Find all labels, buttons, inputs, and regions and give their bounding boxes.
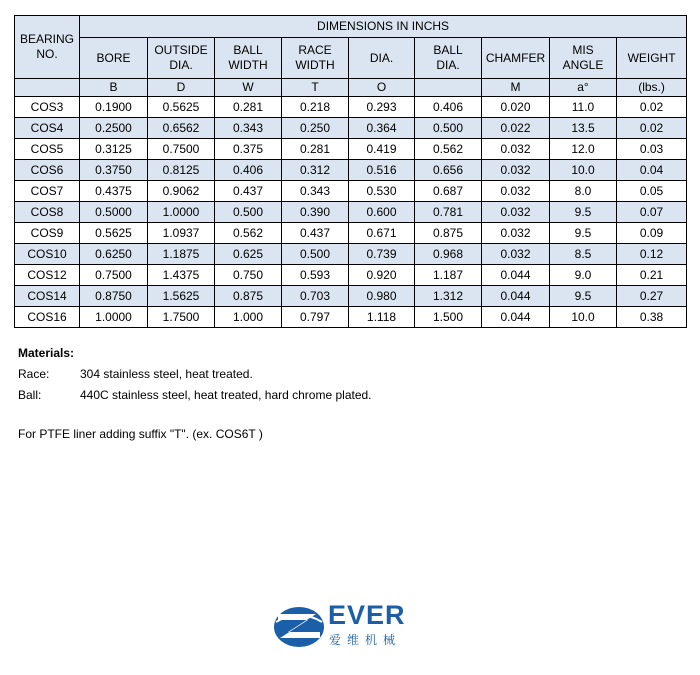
table-cell: 0.8125: [148, 160, 215, 181]
table-cell: 8.0: [550, 181, 617, 202]
table-cell: 1.0000: [148, 202, 215, 223]
table-cell: 0.281: [215, 97, 282, 118]
table-cell: 0.7500: [80, 265, 148, 286]
table-row: [15, 160, 687, 181]
column-header-label: MIS ANGLE: [562, 43, 604, 72]
table-cell: 0.250: [282, 118, 349, 139]
ptfe-note: For PTFE liner adding suffix "T". (ex. COS6T ): [18, 427, 263, 441]
table-cell: 0.437: [215, 181, 282, 202]
table-cell: 0.600: [349, 202, 415, 223]
table-cell: 0.593: [282, 265, 349, 286]
table-row: [15, 118, 687, 139]
table-cell: 11.0: [550, 97, 617, 118]
column-header: [617, 38, 687, 79]
table-cell: 0.2500: [80, 118, 148, 139]
table-row: [15, 286, 687, 307]
table-cell: 0.4375: [80, 181, 148, 202]
table-cell: 1.5625: [148, 286, 215, 307]
column-header: [215, 38, 282, 79]
table-cell: 9.5: [550, 202, 617, 223]
materials-ball-row: [18, 385, 372, 406]
bearing-number-cell: COS10: [15, 244, 80, 265]
table-cell: 0.500: [215, 202, 282, 223]
column-header-label: BALL DIA.: [433, 43, 463, 72]
table-cell: 0.390: [282, 202, 349, 223]
column-header: [415, 38, 482, 79]
column-header-label: WEIGHT: [627, 50, 676, 65]
table-cell: 0.656: [415, 160, 482, 181]
table-cell: 0.21: [617, 265, 687, 286]
table-row: [15, 181, 687, 202]
table-cell: 0.687: [415, 181, 482, 202]
table-row: [15, 202, 687, 223]
table-cell: 0.343: [215, 118, 282, 139]
materials-ball-label: Ball:: [18, 388, 42, 402]
table-cell: 1.500: [415, 307, 482, 328]
table-cell: 0.5625: [148, 97, 215, 118]
column-header-label: DIA.: [369, 50, 394, 65]
table-row: [15, 223, 687, 244]
column-symbol: W: [215, 79, 282, 97]
column-symbol: O: [349, 79, 415, 97]
table-row: [15, 139, 687, 160]
table-row: [15, 244, 687, 265]
table-cell: 0.09: [617, 223, 687, 244]
table-cell: 0.781: [415, 202, 482, 223]
table-cell: 1.187: [415, 265, 482, 286]
table-cell: 0.3750: [80, 160, 148, 181]
column-symbol: B: [80, 79, 148, 97]
column-header: [349, 38, 415, 79]
column-symbol: M: [482, 79, 550, 97]
table-cell: 0.1900: [80, 97, 148, 118]
table-row: [15, 307, 687, 328]
column-symbol: D: [148, 79, 215, 97]
column-header: [80, 38, 148, 79]
ever-logo-mark-icon: [272, 600, 326, 650]
bearing-number-cell: COS16: [15, 307, 80, 328]
bearing-number-cell: COS6: [15, 160, 80, 181]
table-cell: 0.05: [617, 181, 687, 202]
table-cell: 0.032: [482, 223, 550, 244]
table-cell: 0.343: [282, 181, 349, 202]
table-cell: 1.4375: [148, 265, 215, 286]
bearing-number-cell: COS9: [15, 223, 80, 244]
table-cell: 0.980: [349, 286, 415, 307]
table-cell: 8.5: [550, 244, 617, 265]
table-cell: 0.38: [617, 307, 687, 328]
bearing-number-cell: COS4: [15, 118, 80, 139]
column-header-label: CHAMFER: [485, 50, 546, 65]
table-cell: 0.530: [349, 181, 415, 202]
bearing-no-header: [15, 16, 80, 79]
table-cell: 0.032: [482, 139, 550, 160]
bearing-number-cell: COS7: [15, 181, 80, 202]
table-cell: 0.516: [349, 160, 415, 181]
column-symbol: a°: [550, 79, 617, 97]
table-cell: 0.6562: [148, 118, 215, 139]
table-cell: 0.671: [349, 223, 415, 244]
table-cell: 0.437: [282, 223, 349, 244]
column-symbol: (lbs.): [617, 79, 687, 97]
table-cell: 1.7500: [148, 307, 215, 328]
table-cell: 0.419: [349, 139, 415, 160]
table-cell: 0.406: [415, 97, 482, 118]
column-symbol: [415, 79, 482, 97]
table-cell: 0.875: [415, 223, 482, 244]
table-cell: 10.0: [550, 307, 617, 328]
table-cell: 0.044: [482, 286, 550, 307]
table-cell: 0.281: [282, 139, 349, 160]
table-cell: 1.312: [415, 286, 482, 307]
column-header: [282, 38, 349, 79]
table-cell: 13.5: [550, 118, 617, 139]
bearing-number-cell: COS12: [15, 265, 80, 286]
table-row: [15, 265, 687, 286]
bearing-number-cell: COS3: [15, 97, 80, 118]
dimensions-table: [14, 15, 687, 328]
table-cell: 0.032: [482, 202, 550, 223]
materials-race-row: [18, 364, 372, 385]
table-cell: 0.02: [617, 97, 687, 118]
column-symbol: T: [282, 79, 349, 97]
dimensions-group-label: DIMENSIONS IN INCHS: [317, 19, 450, 33]
table-cell: 9.0: [550, 265, 617, 286]
dimensions-group-header: [80, 16, 687, 38]
table-cell: 0.7500: [148, 139, 215, 160]
table-cell: 0.6250: [80, 244, 148, 265]
table-cell: 0.625: [215, 244, 282, 265]
column-header-label: RACE WIDTH: [295, 43, 335, 72]
column-header-label: OUTSIDE DIA.: [154, 43, 208, 72]
table-cell: 0.07: [617, 202, 687, 223]
materials-title: Materials:: [18, 346, 75, 360]
table-cell: 10.0: [550, 160, 617, 181]
table-cell: 0.375: [215, 139, 282, 160]
table-cell: 1.0000: [80, 307, 148, 328]
table-cell: 0.8750: [80, 286, 148, 307]
table-cell: 1.000: [215, 307, 282, 328]
materials-section: [18, 343, 372, 406]
table-cell: 0.5625: [80, 223, 148, 244]
table-cell: 0.032: [482, 160, 550, 181]
table-cell: 0.500: [282, 244, 349, 265]
table-cell: 0.797: [282, 307, 349, 328]
table-cell: 9.5: [550, 223, 617, 244]
table-cell: 0.03: [617, 139, 687, 160]
bearing-number-cell: COS5: [15, 139, 80, 160]
table-cell: 0.500: [415, 118, 482, 139]
bearing-symbol-cell: [15, 79, 80, 97]
materials-ball-value: 440C stainless steel, heat treated, hard chrome plated.: [80, 388, 372, 402]
table-cell: 0.04: [617, 160, 687, 181]
table-cell: 0.739: [349, 244, 415, 265]
ever-logo: [272, 600, 422, 650]
table-cell: 0.032: [482, 181, 550, 202]
table-cell: 0.032: [482, 244, 550, 265]
table-cell: 0.312: [282, 160, 349, 181]
table-cell: 0.044: [482, 307, 550, 328]
table-cell: 0.3125: [80, 139, 148, 160]
logo-wordmark: EVER: [328, 600, 406, 630]
table-cell: 0.750: [215, 265, 282, 286]
table-cell: 0.044: [482, 265, 550, 286]
table-cell: 0.218: [282, 97, 349, 118]
bearing-number-cell: COS8: [15, 202, 80, 223]
table-cell: 0.022: [482, 118, 550, 139]
column-header-label: BALL WIDTH: [228, 43, 268, 72]
table-cell: 0.020: [482, 97, 550, 118]
table-cell: 1.1875: [148, 244, 215, 265]
column-header: [550, 38, 617, 79]
column-header-label: BORE: [96, 50, 131, 65]
materials-race-value: 304 stainless steel, heat treated.: [80, 367, 253, 381]
table-cell: 1.0937: [148, 223, 215, 244]
table-cell: 0.293: [349, 97, 415, 118]
table-cell: 0.5000: [80, 202, 148, 223]
bearing-no-label: BEARING NO.: [19, 32, 74, 61]
table-cell: 0.406: [215, 160, 282, 181]
table-cell: 0.703: [282, 286, 349, 307]
logo-subtitle: 爱维机械: [329, 633, 402, 647]
table-cell: 0.920: [349, 265, 415, 286]
column-header: [482, 38, 550, 79]
table-cell: 0.968: [415, 244, 482, 265]
table-cell: 0.875: [215, 286, 282, 307]
table-cell: 0.364: [349, 118, 415, 139]
table-row: [15, 97, 687, 118]
table-cell: 0.27: [617, 286, 687, 307]
table-cell: 0.562: [215, 223, 282, 244]
table-cell: 0.12: [617, 244, 687, 265]
materials-race-label: Race:: [18, 367, 50, 381]
table-cell: 9.5: [550, 286, 617, 307]
table-cell: 12.0: [550, 139, 617, 160]
table-cell: 0.02: [617, 118, 687, 139]
table-cell: 1.118: [349, 307, 415, 328]
table-cell: 0.562: [415, 139, 482, 160]
table-cell: 0.9062: [148, 181, 215, 202]
bearing-number-cell: COS14: [15, 286, 80, 307]
column-header: [148, 38, 215, 79]
